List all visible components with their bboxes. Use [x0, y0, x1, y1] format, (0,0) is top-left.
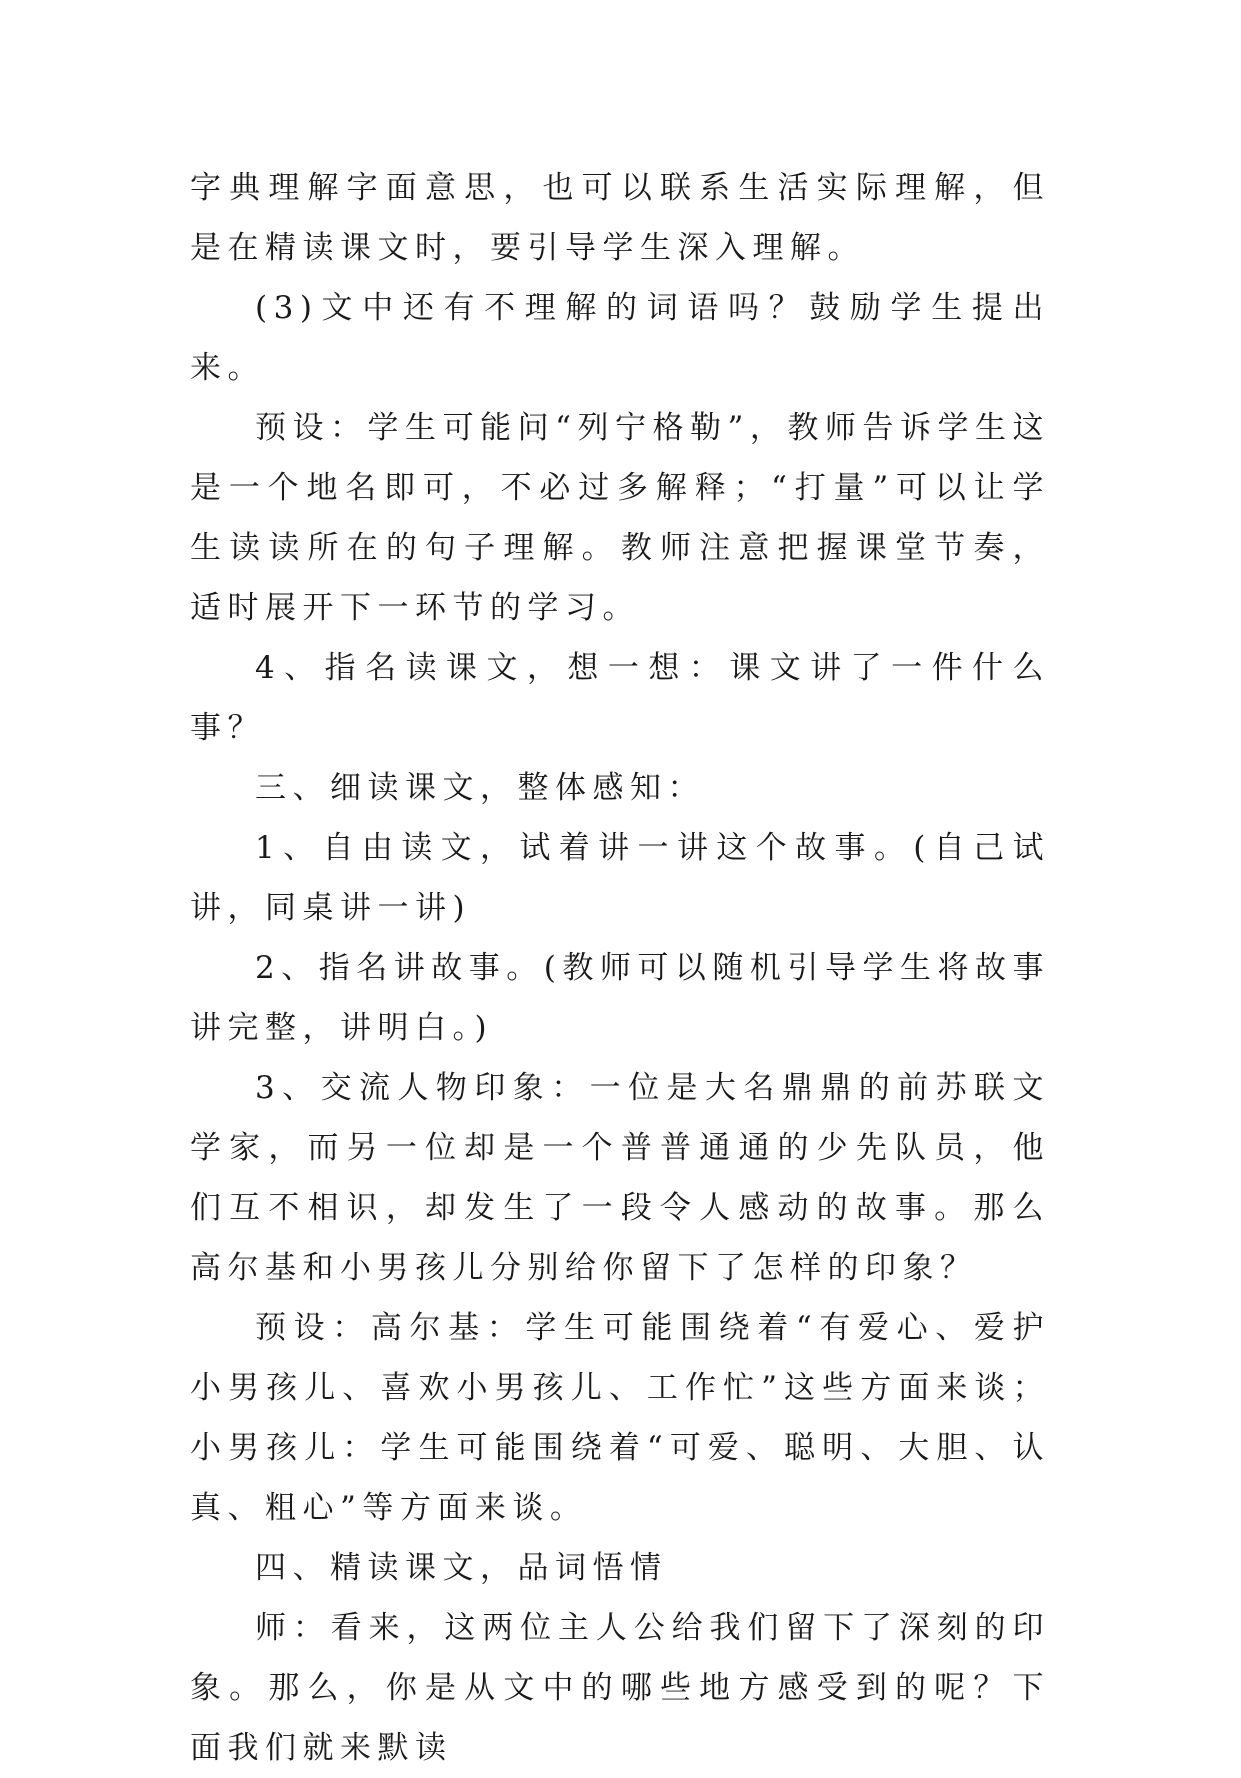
paragraph-1: 字典理解字面意思，也可以联系生活实际理解，但是在精读课文时，要引导学生深入理解。 [190, 170, 1050, 266]
paragraph-4: 4、指名读课文，想一想：课文讲了一件什么事？ [190, 650, 1050, 746]
section-heading-4: 四、精读课文，品词悟情 [255, 1550, 668, 1586]
paragraph-7: 2、指名讲故事。(教师可以随机引导学生将故事讲完整，讲明白。) [190, 950, 1050, 1046]
paragraph-11: 师：看来，这两位主人公给我们留下了深刻的印象。那么，你是从文中的哪些地方感受到的呢？下面我们就来默读 [190, 1610, 1050, 1766]
paragraph-3: 预设：学生可能问“列宁格勒”，教师告诉学生这是一个地名即可，不必过多解释；“打量”可以让学生读读所在的句子理解。教师注意把握课堂节奏，适时展开下一环节的学习。 [190, 410, 1050, 626]
body-text [190, 158, 1050, 1778]
paragraph-8: 3、交流人物印象：一位是大名鼎鼎的前苏联文学家，而另一位却是一个普普通通的少先队员，他们互不相识，却发生了一段令人感动的故事。那么高尔基和小男孩儿分别给你留下了怎样的印象？ [190, 1070, 1050, 1286]
paragraph-9: 预设：高尔基：学生可能围绕着“有爱心、爱护小男孩儿、喜欢小男孩儿、工作忙”这些方面来谈；小男孩儿：学生可能围绕着“可爱、聪明、大胆、认真、粗心”等方面来谈。 [190, 1310, 1050, 1526]
paragraph-6: 1、自由读文，试着讲一讲这个故事。(自己试讲，同桌讲一讲) [190, 830, 1050, 926]
section-heading-3: 三、细读课文，整体感知： [255, 770, 705, 806]
paragraph-2: (3)文中还有不理解的词语吗？鼓励学生提出来。 [190, 290, 1050, 386]
